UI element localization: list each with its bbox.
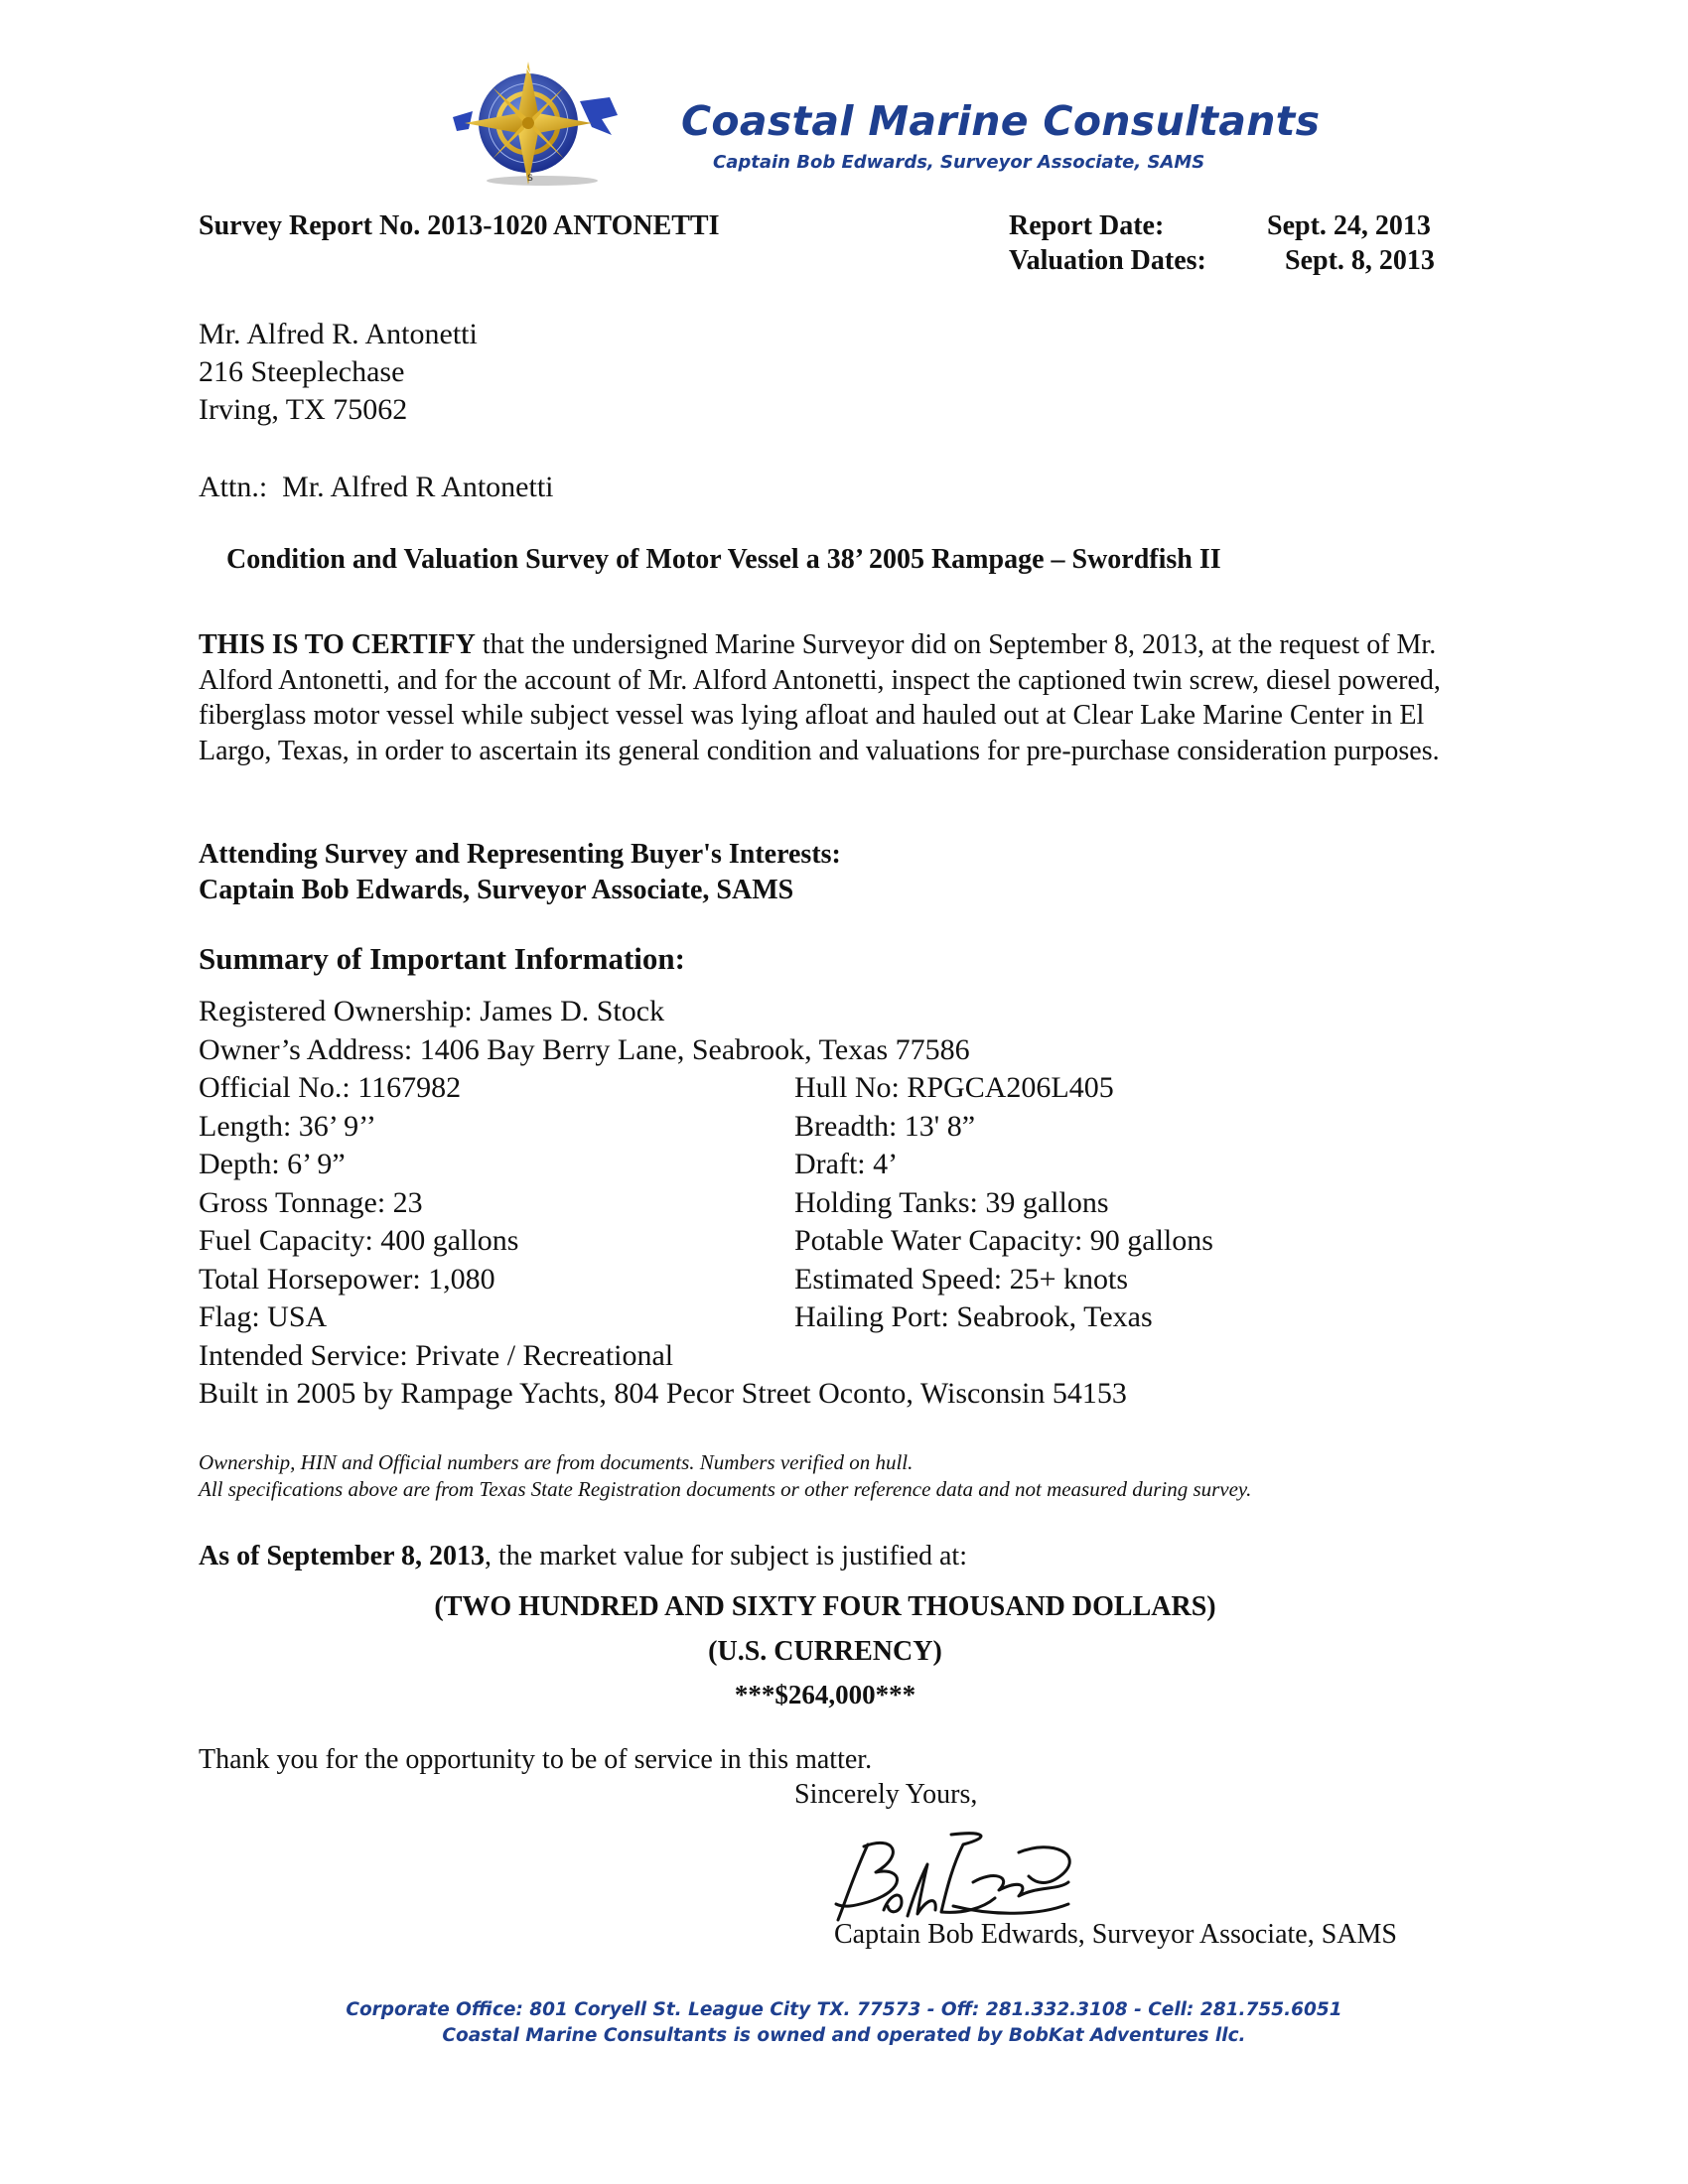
spec-left: Total Horsepower: 1,080 bbox=[199, 1262, 495, 1296]
svg-text:N: N bbox=[524, 67, 532, 76]
valuation-in-words: (TWO HUNDRED AND SIXTY FOUR THOUSAND DOLLARS) bbox=[434, 1591, 1216, 1622]
thank-you-line: Thank you for the opportunity to be of service in this matter. bbox=[199, 1744, 873, 1775]
attending-line-2: Captain Bob Edwards, Surveyor Associate, SAMS bbox=[199, 875, 794, 905]
summary-heading: Summary of Important Information: bbox=[199, 941, 685, 976]
specification-notes bbox=[199, 1449, 1251, 1503]
report-date-label: Report Date: bbox=[1009, 210, 1165, 241]
sincerely-line: Sincerely Yours, bbox=[794, 1779, 978, 1810]
spec-right: Holding Tanks: 39 gallons bbox=[794, 1185, 1109, 1219]
attention-line bbox=[199, 469, 554, 506]
certification-paragraph bbox=[199, 627, 1450, 768]
spec-row bbox=[199, 1298, 1489, 1337]
spec-left: Fuel Capacity: 400 gallons bbox=[199, 1224, 519, 1257]
spec-row bbox=[199, 1069, 1489, 1108]
recipient-name: Mr. Alfred R. Antonetti bbox=[199, 318, 478, 350]
attending-block bbox=[199, 837, 841, 908]
spec-left: Official No.: 1167982 bbox=[199, 1071, 462, 1104]
recipient-city: Irving, TX 75062 bbox=[199, 393, 408, 426]
spec-row bbox=[199, 1108, 1489, 1147]
recipient-address bbox=[199, 316, 478, 429]
spec-right: Hull No: RPGCA206L405 bbox=[794, 1071, 1114, 1104]
report-number: Survey Report No. 2013-1020 ANTONETTI bbox=[199, 210, 720, 241]
owner-address: Owner’s Address: 1406 Bay Berry Lane, Seabrook, Texas 77586 bbox=[199, 1032, 970, 1066]
handwritten-signature-icon bbox=[824, 1825, 1082, 1930]
note-line-2: All specifications above are from Texas State Registration documents or other reference data and not measured during survey. bbox=[199, 1477, 1252, 1501]
company-name: Coastal Marine Consultants bbox=[681, 97, 1321, 145]
attn-label: Attn.: bbox=[199, 471, 268, 503]
spec-right: Draft: 4’ bbox=[794, 1148, 899, 1180]
valuation-amount: ***$264,000*** bbox=[734, 1680, 916, 1709]
survey-subject: Condition and Valuation Survey of Motor Vessel a 38’ 2005 Rampage – Swordfish II bbox=[226, 544, 1221, 575]
certify-body: that the undersigned Marine Surveyor did on September 8, 2013, at the request of Mr. Alford Antonetti, and for the account of Mr. Alford Antonetti, inspect the captioned twin screw, diesel powered, fiberglass motor vessel while subject vessel was lying afloat and hauled out at Clear Lake Marine Center in El Largo, Texas, in order to ascertain its general condition and valuations for pre-purchase consideration purposes. bbox=[199, 629, 1441, 766]
signer-name: Captain Bob Edwards, Surveyor Associate, SAMS bbox=[834, 1919, 1397, 1950]
spec-left: Gross Tonnage: 23 bbox=[199, 1185, 423, 1219]
spec-right: Hailing Port: Seabrook, Texas bbox=[794, 1300, 1153, 1333]
spec-left: Flag: USA bbox=[199, 1300, 328, 1333]
registered-ownership: Registered Ownership: James D. Stock bbox=[199, 995, 665, 1027]
company-tagline: Captain Bob Edwards, Surveyor Associate, SAMS bbox=[713, 152, 1205, 173]
vessel-specifications bbox=[199, 993, 1489, 1414]
attending-line-1: Attending Survey and Representing Buyer's Interests: bbox=[199, 839, 841, 870]
spec-right: Potable Water Capacity: 90 gallons bbox=[794, 1224, 1213, 1257]
svg-text:S: S bbox=[527, 174, 533, 184]
spec-left: Depth: 6’ 9” bbox=[199, 1148, 346, 1180]
page-footer bbox=[0, 1997, 1688, 2049]
attn-name: Mr. Alfred R Antonetti bbox=[282, 471, 554, 503]
valuation-as-of: As of September 8, 2013 bbox=[199, 1541, 486, 1571]
valuation-currency: (U.S. CURRENCY) bbox=[708, 1636, 942, 1667]
valuation-statement bbox=[199, 1541, 967, 1572]
compass-rose-logo-icon bbox=[443, 58, 620, 189]
spec-left: Length: 36’ 9’’ bbox=[199, 1109, 376, 1143]
valuation-dates-label: Valuation Dates: bbox=[1009, 245, 1206, 276]
valuation-date-value: Sept. 8, 2013 bbox=[1285, 245, 1435, 276]
builder-info: Built in 2005 by Rampage Yachts, 804 Pecor Street Oconto, Wisconsin 54153 bbox=[199, 1377, 1127, 1410]
spec-row bbox=[199, 1222, 1489, 1261]
intended-service: Intended Service: Private / Recreational bbox=[199, 1338, 674, 1372]
valuation-rest: , the market value for subject is justified at: bbox=[485, 1541, 967, 1571]
spec-row bbox=[199, 1184, 1489, 1223]
footer-line-1: Corporate Office: 801 Coryell St. League City TX. 77573 - Off: 281.332.3108 - Cell: 281.755.6051 bbox=[346, 1999, 1342, 2020]
spec-right: Breadth: 13' 8” bbox=[794, 1109, 976, 1143]
recipient-street: 216 Steeplechase bbox=[199, 355, 405, 388]
spec-row bbox=[199, 1261, 1489, 1299]
certify-lead: THIS IS TO CERTIFY bbox=[199, 629, 476, 660]
report-date-value: Sept. 24, 2013 bbox=[1267, 210, 1431, 241]
spec-right: Estimated Speed: 25+ knots bbox=[794, 1262, 1129, 1296]
spec-row bbox=[199, 1146, 1489, 1184]
note-line-1: Ownership, HIN and Official numbers are from documents. Numbers verified on hull. bbox=[199, 1450, 914, 1474]
footer-line-2: Coastal Marine Consultants is owned and operated by BobKat Adventures llc. bbox=[442, 2025, 1246, 2046]
